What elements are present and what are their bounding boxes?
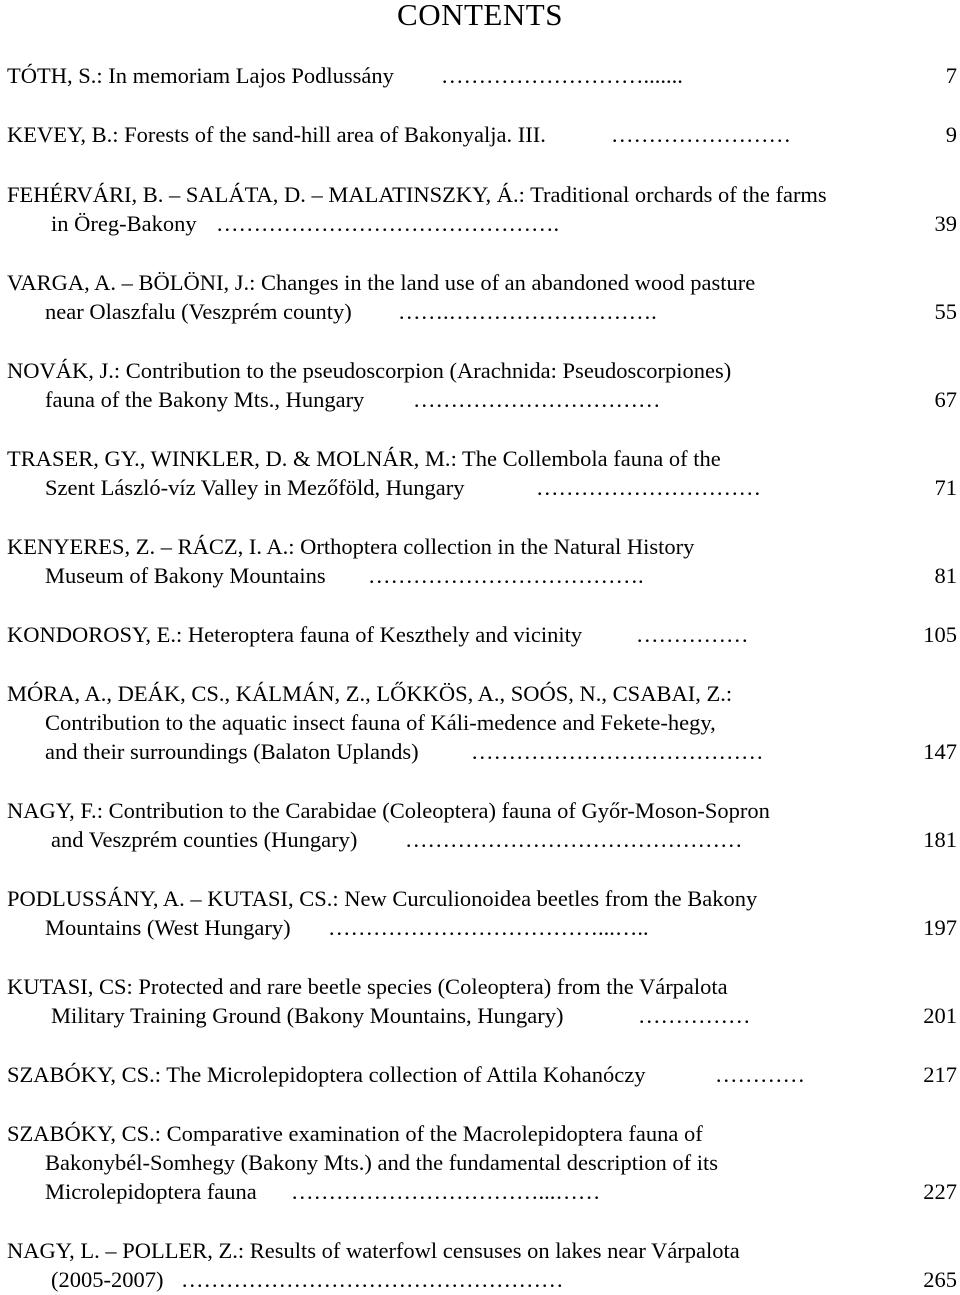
toc-entry-authors-title: KEVEY, B.: Forests of the sand-hill area of Bakonyalja. III. bbox=[7, 122, 546, 147]
toc-leader-dots: …….………………………. bbox=[398, 299, 657, 324]
toc-entry-authors-title: VARGA, A. – BÖLÖNI, J.: Changes in the land use of an abandoned wood pasture bbox=[7, 270, 756, 295]
toc-page-number: 7 bbox=[945, 63, 957, 88]
toc-entry-line bbox=[0, 120, 960, 150]
toc-entry-authors-title: TÓTH, S.: In memoriam Lajos Podlussány bbox=[7, 63, 394, 88]
toc-entry-authors-title: NAGY, F.: Contribution to the Carabidae (Coleoptera) fauna of Győr-Moson-Sopron bbox=[7, 798, 770, 823]
toc-leader-dots: …………………………………………… bbox=[181, 1267, 564, 1292]
toc-entry-line bbox=[0, 679, 960, 709]
toc-leader-dots: ………… bbox=[715, 1062, 805, 1087]
toc-page-number: 67 bbox=[934, 387, 957, 412]
toc-entry-line bbox=[0, 444, 960, 474]
toc-entry-title-continued: Contribution to the aquatic insect fauna of Káli-medence and Fekete-hegy, bbox=[45, 710, 716, 735]
toc-entry-line bbox=[0, 1265, 960, 1295]
toc-entry-title-continued: Szent László-víz Valley in Mezőföld, Hungary bbox=[45, 475, 465, 500]
toc-entry-line bbox=[0, 972, 960, 1002]
toc-leader-dots: ………………………… bbox=[536, 475, 761, 500]
toc-entry-line bbox=[0, 796, 960, 826]
toc-leader-dots: …………………………… bbox=[413, 387, 661, 412]
toc-entry-line bbox=[0, 825, 960, 855]
toc-entry-title-continued: and their surroundings (Balaton Uplands) bbox=[45, 739, 419, 764]
toc-entry-title-continued: Mountains (West Hungary) bbox=[45, 915, 291, 940]
toc-page-number: 181 bbox=[923, 827, 957, 852]
toc-entry-line bbox=[0, 473, 960, 503]
toc-entry-line bbox=[0, 1236, 960, 1266]
toc-page-number: 81 bbox=[934, 563, 957, 588]
toc-entry-authors-title: MÓRA, A., DEÁK, CS., KÁLMÁN, Z., LŐKKÖS, A., SOÓS, N., CSABAI, Z.: bbox=[7, 681, 733, 706]
toc-entry-authors-title: NOVÁK, J.: Contribution to the pseudoscorpion (Arachnida: Pseudoscorpiones) bbox=[7, 358, 732, 383]
toc-entry-line bbox=[0, 884, 960, 914]
toc-page-number: 197 bbox=[923, 915, 957, 940]
toc-entry-line bbox=[0, 620, 960, 650]
toc-page-number: 227 bbox=[923, 1179, 957, 1204]
toc-page-number: 147 bbox=[923, 739, 957, 764]
toc-page-number: 55 bbox=[934, 299, 957, 324]
toc-entry-authors-title: FEHÉRVÁRI, B. – SALÁTA, D. – MALATINSZKY, Á.: Traditional orchards of the farms bbox=[7, 182, 827, 207]
toc-page-number: 217 bbox=[923, 1062, 957, 1087]
toc-page-number: 39 bbox=[934, 211, 957, 236]
toc-entry-line bbox=[0, 1177, 960, 1207]
toc-entry-line bbox=[0, 385, 960, 415]
toc-entry-title-continued: near Olaszfalu (Veszprém county) bbox=[45, 299, 352, 324]
toc-leader-dots: ………………………………...….. bbox=[328, 915, 649, 940]
toc-entry-line bbox=[0, 708, 960, 738]
toc-entry-line bbox=[0, 61, 960, 91]
toc-page-number: 9 bbox=[945, 122, 957, 147]
toc-entry-authors-title: PODLUSSÁNY, A. – KUTASI, CS.: New Curculionoidea beetles from the Bakony bbox=[7, 886, 758, 911]
toc-leader-dots: ……………………………………… bbox=[405, 827, 743, 852]
toc-leader-dots: ………………………………. bbox=[368, 563, 644, 588]
toc-entry-title-continued: and Veszprém counties (Hungary) bbox=[51, 827, 358, 852]
toc-entry-authors-title: NAGY, L. – POLLER, Z.: Results of waterfowl censuses on lakes near Várpalota bbox=[7, 1238, 740, 1263]
toc-entry-authors-title: TRASER, GY., WINKLER, D. & MOLNÁR, M.: The Collembola fauna of the bbox=[7, 446, 721, 471]
toc-entry-line bbox=[0, 268, 960, 298]
toc-entry-title-continued: fauna of the Bakony Mts., Hungary bbox=[45, 387, 365, 412]
toc-entry-line bbox=[0, 561, 960, 591]
toc-page-number: 201 bbox=[923, 1003, 957, 1028]
page-title: CONTENTS bbox=[397, 0, 563, 32]
toc-leader-dots: …………………… bbox=[611, 122, 791, 147]
toc-leader-dots: …………… bbox=[636, 622, 749, 647]
toc-entry-title-continued: Military Training Ground (Bakony Mountains, Hungary) bbox=[51, 1003, 564, 1028]
toc-page-number: 265 bbox=[923, 1267, 957, 1292]
toc-entry-line bbox=[0, 737, 960, 767]
toc-entry-title-continued: Microlepidoptera fauna bbox=[45, 1179, 257, 1204]
toc-entry-title-continued: in Öreg-Bakony bbox=[51, 211, 197, 236]
toc-leader-dots: ……………………………...…… bbox=[291, 1179, 601, 1204]
toc-entry-title-continued: Museum of Bakony Mountains bbox=[45, 563, 326, 588]
toc-entry-title-continued: (2005-2007) bbox=[51, 1267, 164, 1292]
toc-entry-authors-title: KONDOROSY, E.: Heteroptera fauna of Keszthely and vicinity bbox=[7, 622, 583, 647]
toc-entry-line bbox=[0, 532, 960, 562]
toc-entry-line bbox=[0, 180, 960, 210]
toc-entry-line bbox=[0, 1060, 960, 1090]
toc-leader-dots: …………… bbox=[638, 1003, 751, 1028]
toc-leader-dots: ………………………………… bbox=[471, 739, 764, 764]
toc-entry-line bbox=[0, 913, 960, 943]
toc-leader-dots: ………………………………………. bbox=[216, 211, 560, 236]
toc-entry-authors-title: KUTASI, CS: Protected and rare beetle species (Coleoptera) from the Várpalota bbox=[7, 974, 728, 999]
toc-entry-authors-title: SZABÓKY, CS.: The Microlepidoptera collection of Attila Kohanóczy bbox=[7, 1062, 646, 1087]
toc-entry-line bbox=[0, 356, 960, 386]
toc-entry-authors-title: KENYERES, Z. – RÁCZ, I. A.: Orthoptera collection in the Natural History bbox=[7, 534, 695, 559]
toc-page-number: 71 bbox=[934, 475, 957, 500]
toc-entry-line bbox=[0, 297, 960, 327]
toc-page-number: 105 bbox=[923, 622, 957, 647]
toc-entry-authors-title: SZABÓKY, CS.: Comparative examination of the Macrolepidoptera fauna of bbox=[7, 1121, 703, 1146]
toc-entry-line bbox=[0, 1148, 960, 1178]
toc-entry-title-continued: Bakonybél-Somhegy (Bakony Mts.) and the fundamental description of its bbox=[45, 1150, 719, 1175]
toc-entry-line bbox=[0, 209, 960, 239]
toc-entry-line bbox=[0, 1119, 960, 1149]
toc-entry-line bbox=[0, 1001, 960, 1031]
toc-leader-dots: ………………………....... bbox=[441, 63, 683, 88]
